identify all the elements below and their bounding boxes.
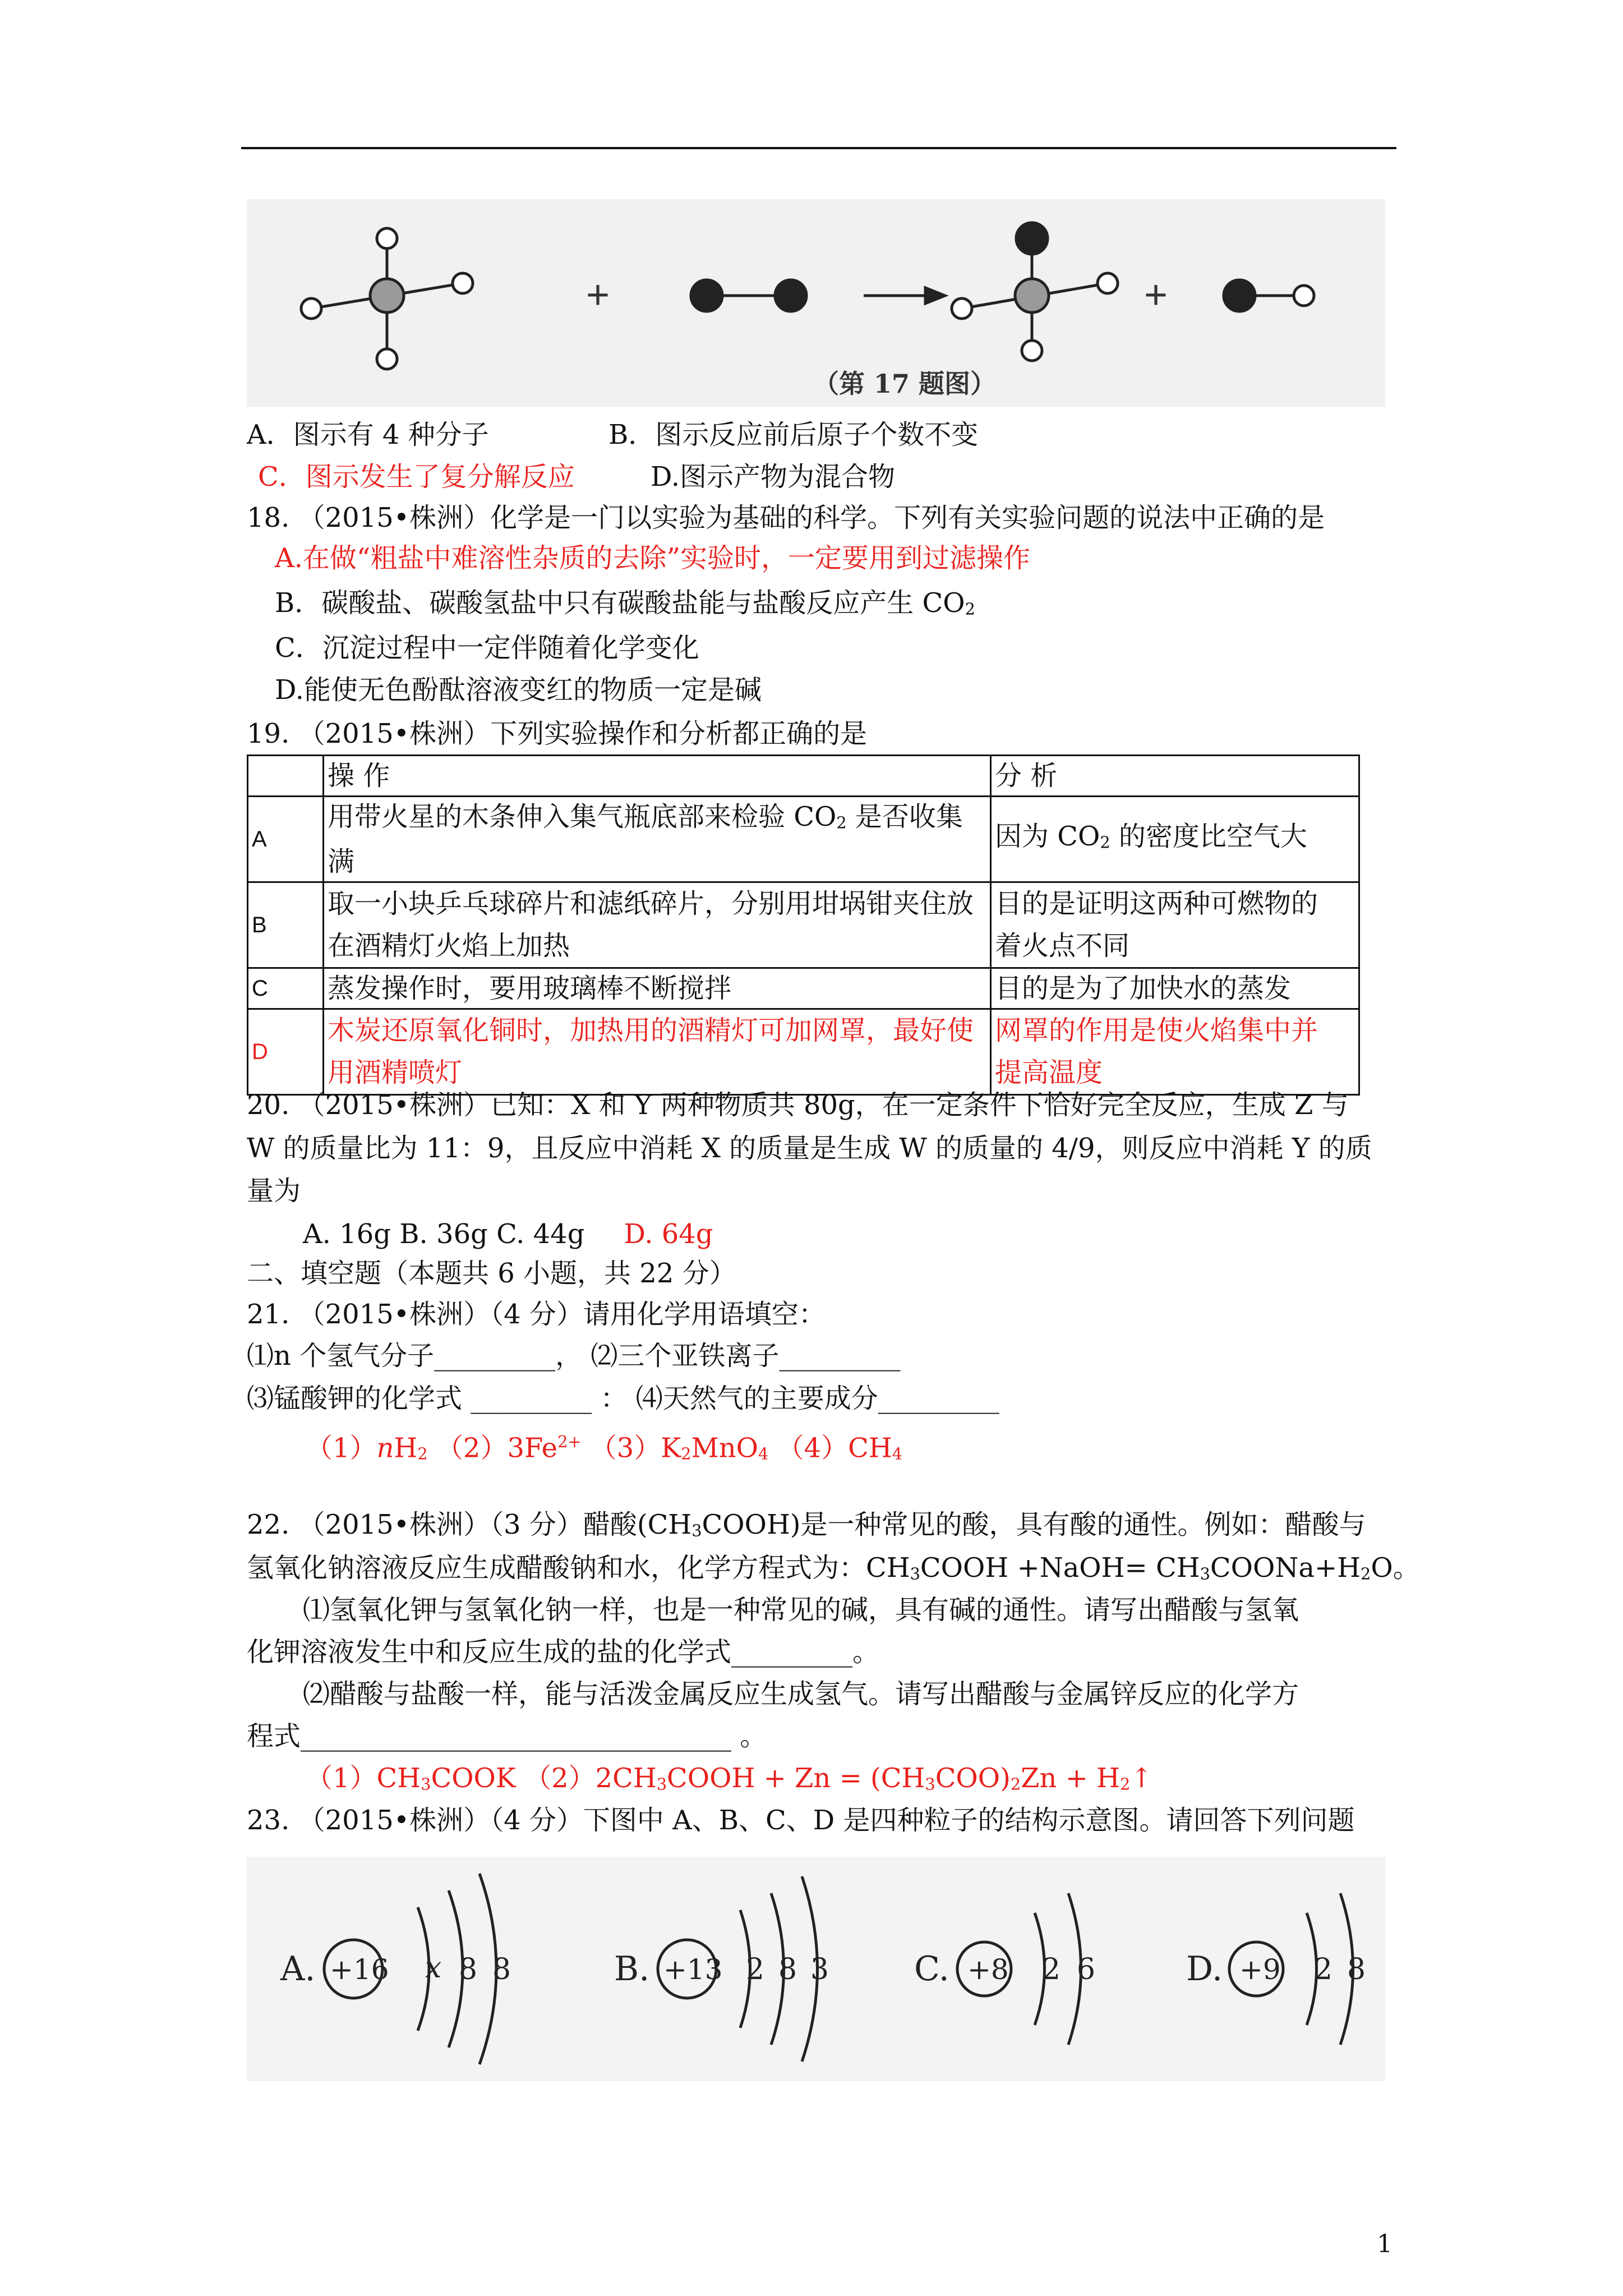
cell-operation: 蒸发操作时，要用玻璃棒不断搅拌 <box>324 968 991 1009</box>
table-row <box>248 756 1359 797</box>
molecule3-atom-bottom <box>1022 341 1042 361</box>
atom-c-label: C. <box>914 1949 949 1989</box>
atom-c-nucleus: +8 <box>967 1953 1009 1986</box>
atom-b-nucleus: +13 <box>663 1953 723 1986</box>
atom-a-shell-3: 8 <box>492 1953 511 1986</box>
cell-analysis: 目的是为了加快水的蒸发 <box>991 968 1359 1009</box>
atom-a-label: A. <box>280 1949 316 1989</box>
atom-d-shell-2: 8 <box>1347 1953 1366 1986</box>
q19-table <box>247 754 1360 1096</box>
table-row <box>248 882 1359 968</box>
row-label: D <box>248 1009 324 1095</box>
cell-operation: 木炭还原氧化铜时，加热用的酒精灯可加网罩，最好使 用酒精喷灯 <box>324 1009 991 1095</box>
q23-stem: 23. （2015•株洲）（4 分）下图中 A、B、C、D 是四种粒子的结构示意图。请回答下列问题 <box>247 1805 1355 1836</box>
header-operation: 操 作 <box>324 756 991 797</box>
q21-line1: ⑴n 个氢气分子_________， ⑵三个亚铁离子_________ <box>247 1340 901 1372</box>
q20-line1: 20. （2015•株洲）已知：X 和 Y 两种物质共 80g，在一定条件下恰好完全反应，生成 Z 与 <box>247 1089 1349 1121</box>
q20-line3: 量为 <box>247 1175 301 1207</box>
q22-line6: 程式________________________________ 。 <box>247 1720 767 1752</box>
row-label: C <box>248 968 324 1009</box>
atom-a-shell-2: 8 <box>459 1953 478 1986</box>
atom-c-shell-1: 2 <box>1042 1953 1061 1986</box>
atom-d-label: D. <box>1186 1949 1223 1989</box>
atom-b-shell-1: 2 <box>746 1953 765 1986</box>
figure-caption: （第 17 题图） <box>813 369 997 399</box>
molecule3-center-atom <box>1015 279 1049 312</box>
q20-option-d: D. 64g <box>624 1218 713 1250</box>
q17-options-row2 <box>258 460 896 494</box>
q20-line2: W 的质量比为 11：9，且反应中消耗 X 的质量是生成 W 的质量的 4/9，则反应中消耗 Y 的质 <box>247 1133 1372 1164</box>
cell-analysis: 网罩的作用是使火焰集中并 提高温度 <box>991 1009 1359 1095</box>
q17-option-d: D.图示产物为混合物 <box>651 461 896 493</box>
molecule2-atom-a <box>691 280 722 311</box>
q19-stem: 19. （2015•株洲）下列实验操作和分析都正确的是 <box>247 718 868 749</box>
atom-a-shell-1: x <box>425 1951 442 1985</box>
table-row <box>248 1009 1359 1095</box>
cell-analysis: 因为 $CO_2$ 的密度比空气大 <box>991 797 1359 882</box>
molecule1-center-atom <box>370 279 404 312</box>
q22-line5: ⑵醋酸与盐酸一样，能与活泼金属反应生成氢气。请写出醋酸与金属锌反应的化学方 <box>303 1678 1299 1710</box>
q17-option-a: A．图示有 4 种分子 <box>247 419 489 450</box>
atom-c-shell-2: 6 <box>1077 1953 1096 1986</box>
atom-d-nucleus: +9 <box>1239 1953 1281 1986</box>
molecule2-atom-b <box>775 280 806 311</box>
atom-b-shell-2: 8 <box>778 1953 797 1986</box>
molecule4-atom-light <box>1294 286 1314 306</box>
molecule1-atom-left <box>301 298 321 319</box>
q21-stem: 21. （2015•株洲）（4 分）请用化学用语填空： <box>247 1299 826 1330</box>
row-label: A <box>248 797 324 882</box>
q18-option-c: C．沉淀过程中一定伴随着化学变化 <box>275 632 699 664</box>
q18-option-d: D.能使无色酚酞溶液变红的物质一定是碱 <box>275 674 762 706</box>
atom-d-shell-1: 2 <box>1314 1953 1333 1986</box>
q22-answer: $(1)CH_3COOK$ $(2)2CH_3COOH + Zn = (CH_3COO)_2Zn$ + $H_2↑$ <box>306 1763 1153 1794</box>
atom-b-shell-3: 3 <box>810 1953 829 1986</box>
molecule1-atom-top <box>377 228 397 249</box>
table-row <box>248 968 1359 1009</box>
molecule1-atom-bottom <box>377 349 397 369</box>
q17-option-b: B．图示反应前后原子个数不变 <box>608 419 979 450</box>
section-heading: 二、填空题（本题共 6 小题，共 22 分） <box>247 1258 736 1289</box>
q22-line3: ⑴氢氧化钾与氢氧化钠一样，也是一种常见的碱，具有碱的通性。请写出醋酸与氢氧 <box>303 1594 1299 1626</box>
q17-option-c: C．图示发生了复分解反应 <box>258 461 575 493</box>
atom-a-nucleus: +16 <box>330 1953 389 1986</box>
molecule4-atom-dark <box>1224 280 1255 311</box>
q21-line2: ⑶锰酸钾的化学式 _________ ： ⑷天然气的主要成分_________ <box>247 1383 999 1414</box>
q18-option-a: A.在做“粗盐中难溶性杂质的去除”实验时，一定要用到过滤操作 <box>275 542 1031 574</box>
q20-options: A. 16g B. 36g C. 44g D. 64g <box>303 1218 713 1250</box>
cell-analysis: 目的是证明这两种可燃物的 着火点不同 <box>991 882 1359 968</box>
q21-answer: $(1)nH_2$ $(2)3Fe^{2+}$ $(3)K_2MnO_4$ $(4)CH_4$ <box>306 1432 903 1464</box>
molecule3-atom-left <box>952 298 972 319</box>
molecule3-atom-right <box>1098 273 1118 293</box>
page-number: 1 <box>1377 2230 1393 2258</box>
header-analysis: 分 析 <box>991 756 1359 797</box>
cell-operation: 用带火星的木条伸入集气瓶底部来检验 $CO_2$ 是否收集满 <box>324 797 991 882</box>
table-row <box>248 797 1359 882</box>
q18-option-b: B．碳酸盐、碳酸氢盐中只有碳酸盐能与盐酸反应产生 $CO_2$ <box>275 587 975 619</box>
q22-line2: 氢氧化钠溶液反应生成醋酸钠和水，化学方程式为：$CH_3COOH$ +NaOH= $CH_3COONa+H_2O$。 <box>247 1552 1420 1584</box>
atom-b-label: B. <box>614 1949 650 1989</box>
q17-figure <box>247 199 1385 407</box>
cell-operation: 取一小块乒乓球碎片和滤纸碎片，分别用坩埚钳夹住放 在酒精灯火焰上加热 <box>324 882 991 968</box>
reaction-arrow-icon <box>925 288 945 303</box>
molecule3-atom-top <box>1016 223 1048 254</box>
q18-stem: 18. （2015•株洲）化学是一门以实验为基础的科学。下列有关实验问题的说法中正确的是 <box>247 502 1325 533</box>
plus-sign-2: + <box>1144 273 1168 318</box>
plus-sign-1: + <box>586 273 610 318</box>
molecule1-atom-right <box>453 273 473 293</box>
q22-line4: 化钾溶液发生中和反应生成的盐的化学式_________。 <box>247 1636 880 1668</box>
q22-line1: 22. （2015•株洲）（3 分）醋酸$(CH_3COOH)$是一种常见的酸，具有酸的通性。例如：醋酸与 <box>247 1509 1366 1540</box>
q17-options-row1 <box>247 418 979 452</box>
header-rule <box>241 147 1396 149</box>
row-label: B <box>248 882 324 968</box>
q23-figure <box>247 1857 1385 2081</box>
